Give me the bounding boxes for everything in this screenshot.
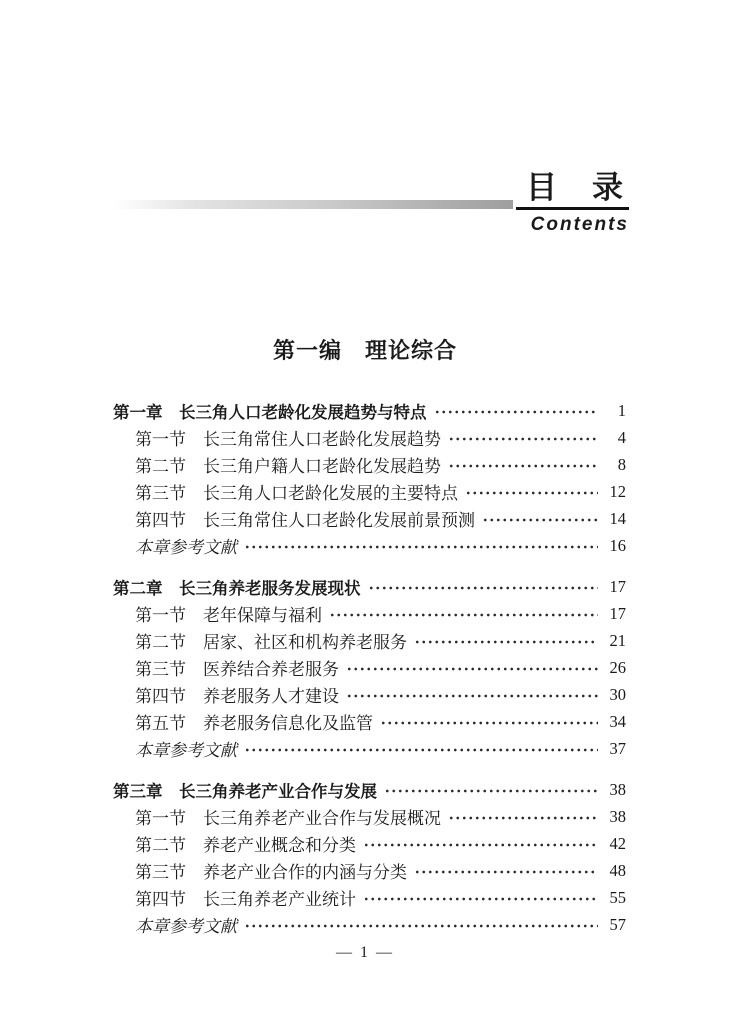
dot-leader [244,743,598,757]
toc-entry-page: 30 [609,684,626,704]
toc-entry-label: 第三节 长三角人口老龄化发展的主要特点 [135,484,458,503]
toc-entry-label: 第三章 长三角养老产业合作与发展 [113,782,377,801]
dot-leader [482,513,598,527]
toc-section-row [113,627,626,654]
toc-entry-page: 4 [617,427,626,447]
dot-leader [380,716,598,730]
header-title-row [0,172,629,210]
toc-entry-page: 42 [609,833,626,853]
part-title: 第一编 理论综合 [272,338,457,363]
toc-entry-page: 57 [609,914,626,934]
dot-leader [368,581,599,595]
toc-entry-page: 34 [609,711,626,731]
dot-leader [414,635,598,649]
dot-leader [244,919,598,933]
toc-section-row [113,708,626,735]
toc-entry-label: 本章参考文献 [135,538,237,557]
toc-entry-page: 17 [609,603,626,623]
dot-leader [448,811,598,825]
toc-section-row [113,424,626,451]
toc-entry-page: 21 [609,630,626,650]
dot-leader [244,540,598,554]
toc-section-row [113,600,626,627]
toc-section-row [113,803,626,830]
toc-entry-page: 1 [617,400,626,420]
toc-entry-label: 第二节 养老产业概念和分类 [135,836,356,855]
toc-section-row [113,884,626,911]
dot-leader [384,784,598,798]
toc-entry-page: 38 [609,806,626,826]
toc-section-row [113,505,626,532]
toc-entry-label: 第五节 养老服务信息化及监管 [135,714,373,733]
toc-entry-page: 14 [609,508,626,528]
dot-leader [346,689,598,703]
toc-section-row [113,478,626,505]
toc-chapter-row [113,776,626,803]
toc-reference-row [113,735,626,762]
dot-leader [448,432,598,446]
toc-list [113,383,626,938]
toc-section-row [113,654,626,681]
toc-entry-page: 17 [609,576,626,596]
toc-entry-page: 55 [609,887,626,907]
toc-entry-label: 第二节 长三角户籍人口老龄化发展趋势 [135,457,441,476]
toc-entry-label: 本章参考文献 [135,917,237,936]
header-subtitle-row [0,214,629,236]
toc-reference-row [113,911,626,938]
gradient-rule [114,200,513,209]
toc-section-row [113,857,626,884]
toc-section-row [113,830,626,857]
toc-section-row [113,681,626,708]
toc-entry-label: 第一章 长三角人口老龄化发展趋势与特点 [113,403,427,422]
toc-entry-page: 37 [609,738,626,758]
footer-page-number: — 1 — [336,944,394,961]
dot-leader [346,662,598,676]
toc-entry-label: 本章参考文献 [135,741,237,760]
dot-leader [363,892,598,906]
page-header [0,172,629,236]
toc-entry-page: 12 [609,481,626,501]
page-subtitle: Contents [530,214,629,235]
dot-leader [448,459,598,473]
title-underline [516,172,629,210]
toc-entry-label: 第二节 居家、社区和机构养老服务 [135,633,407,652]
toc-entry-label: 第一节 老年保障与福利 [135,606,322,625]
toc-entry-label: 第四节 长三角常住人口老龄化发展前景预测 [135,511,475,530]
toc-section-row [113,451,626,478]
dot-leader [414,865,598,879]
toc-entry-page: 26 [609,657,626,677]
toc-entry-label: 第一节 长三角常住人口老龄化发展趋势 [135,430,441,449]
dot-leader [465,486,598,500]
toc-entry-page: 48 [609,860,626,880]
dot-leader [329,608,598,622]
page-title: 目 录 [526,170,625,205]
toc-chapter-row [113,397,626,424]
toc-entry-label: 第四节 长三角养老产业统计 [135,890,356,909]
toc-entry-page: 38 [609,779,626,799]
toc-entry-page: 8 [617,454,626,474]
dot-leader [434,405,599,419]
toc-entry-label: 第四节 养老服务人才建设 [135,687,339,706]
toc-entry-label: 第一节 长三角养老产业合作与发展概况 [135,809,441,828]
toc-entry-page: 16 [609,535,626,555]
toc-entry-label: 第三节 医养结合养老服务 [135,660,339,679]
toc-entry-label: 第三节 养老产业合作的内涵与分类 [135,863,407,882]
toc-entry-label: 第二章 长三角养老服务发展现状 [113,579,361,598]
dot-leader [363,838,598,852]
toc-reference-row [113,532,626,559]
toc-chapter-row [113,573,626,600]
